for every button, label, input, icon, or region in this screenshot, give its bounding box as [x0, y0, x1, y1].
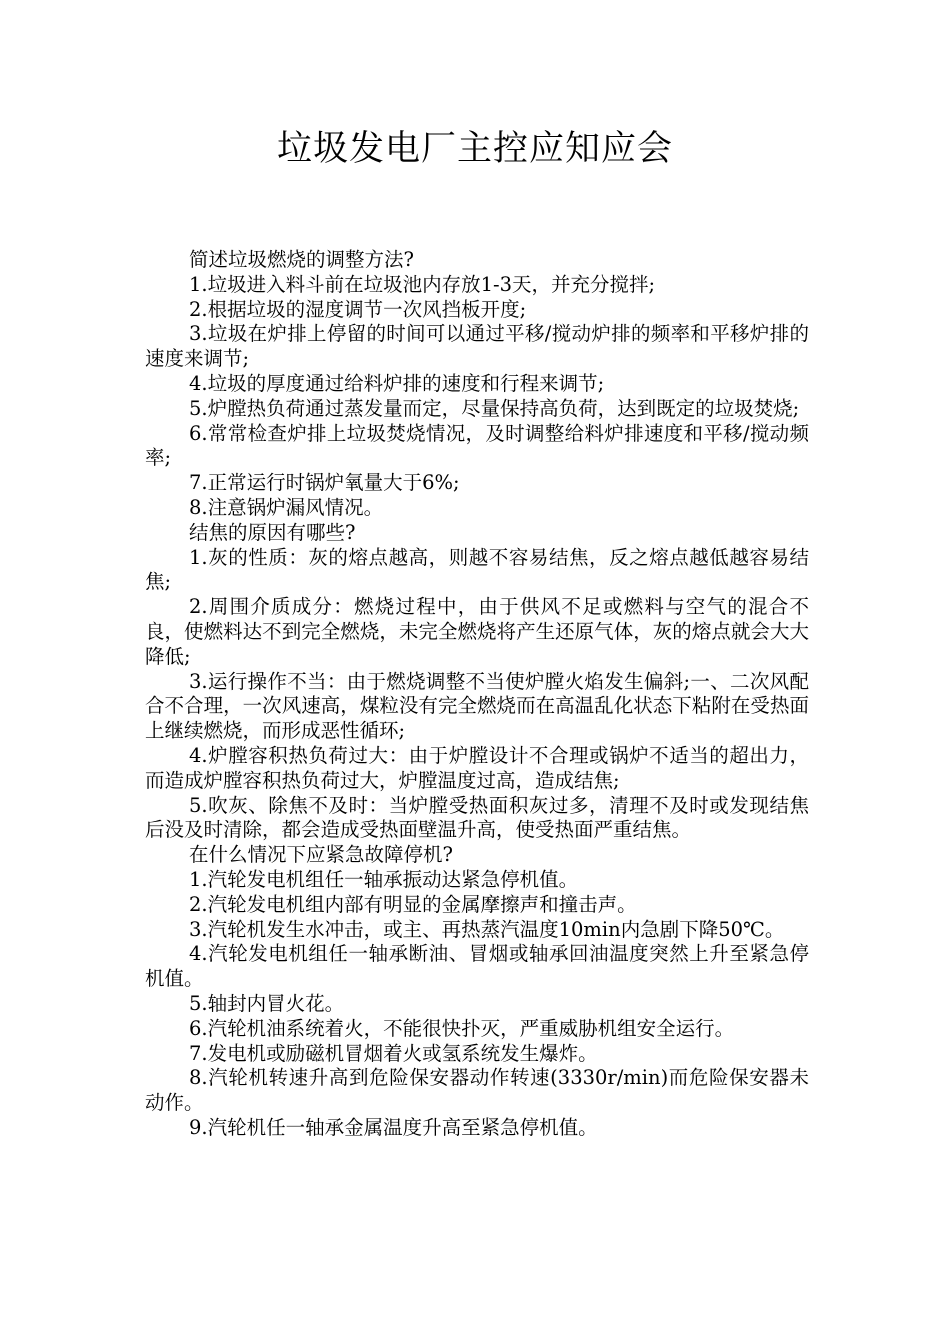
paragraph: 1.垃圾进入料斗前在垃圾池内存放1-3天，并充分搅拌; — [189, 272, 656, 296]
paragraph: 3.汽轮机发生水冲击，或主、再热蒸汽温度10min内急剧下降50℃。 — [189, 917, 785, 941]
paragraph: 3.运行操作不当：由于燃烧调整不当使炉膛火焰发生偏斜;一、二次风配合不合理，一次风速高，煤粒没有完全燃烧而在高温乱化状态下粘附在受热面上继续燃烧，而形成恶性循环; — [145, 669, 809, 743]
paragraph: 7.正常运行时锅炉氧量大于6%; — [189, 471, 460, 495]
paragraph: 在什么情况下应紧急故障停机? — [189, 843, 453, 867]
paragraph: 1.灰的性质：灰的熔点越高，则越不容易结焦，反之熔点越低越容易结焦; — [145, 545, 809, 594]
paragraph: 5.吹灰、除焦不及时：当炉膛受热面积灰过多，清理不及时或发现结焦后没及时清除，都会造成受热面壁温升高，使受热面严重结焦。 — [145, 793, 809, 842]
paragraph: 2.汽轮发电机组内部有明显的金属摩擦声和撞击声。 — [189, 892, 637, 916]
paragraph: 6.常常检查炉排上垃圾焚烧情况，及时调整给料炉排速度和平移/搅动频率; — [145, 421, 809, 470]
paragraph: 6.汽轮机油系统着火，不能很快扑灭，严重威胁机组安全运行。 — [189, 1016, 735, 1040]
paragraph: 7.发电机或励磁机冒烟着火或氢系统发生爆炸。 — [189, 1041, 598, 1065]
paragraph: 5.轴封内冒火花。 — [189, 991, 345, 1015]
document-title: 垃圾发电厂主控应知应会 — [276, 129, 673, 169]
paragraph: 2.根据垃圾的湿度调节一次风挡板开度; — [189, 297, 527, 321]
paragraph: 1.汽轮发电机组任一轴承振动达紧急停机值。 — [189, 867, 579, 891]
paragraph: 2.周围介质成分：燃烧过程中，由于供风不足或燃料与空气的混合不良，使燃料达不到完全燃烧，未完全燃烧将产生还原气体，灰的熔点就会大大降低; — [145, 595, 809, 668]
paragraph: 9.汽轮机任一轴承金属温度升高至紧急停机值。 — [189, 1115, 598, 1139]
paragraph: 4.炉膛容积热负荷过大：由于炉膛设计不合理或锅炉不适当的超出力，而造成炉膛容积热负荷过大，炉膛温度过高，造成结焦; — [145, 743, 809, 792]
paragraph: 4.汽轮发电机组任一轴承断油、冒烟或轴承回油温度突然上升至紧急停机值。 — [145, 942, 809, 991]
paragraph: 5.炉膛热负荷通过蒸发量而定，尽量保持高负荷，达到既定的垃圾焚烧; — [189, 396, 800, 420]
paragraph: 8.汽轮机转速升高到危险保安器动作转速(3330r/min)而危险保安器未动作。 — [145, 1066, 809, 1115]
document-body — [145, 248, 809, 1141]
paragraph: 简述垃圾燃烧的调整方法? — [189, 248, 414, 271]
paragraph: 结焦的原因有哪些? — [189, 520, 356, 544]
paragraph: 4.垃圾的厚度通过给料炉排的速度和行程来调节; — [189, 371, 605, 395]
paragraph: 3.垃圾在炉排上停留的时间可以通过平移/搅动炉排的频率和平移炉排的速度来调节; — [145, 322, 809, 371]
paragraph: 8.注意锅炉漏风情况。 — [189, 495, 384, 519]
